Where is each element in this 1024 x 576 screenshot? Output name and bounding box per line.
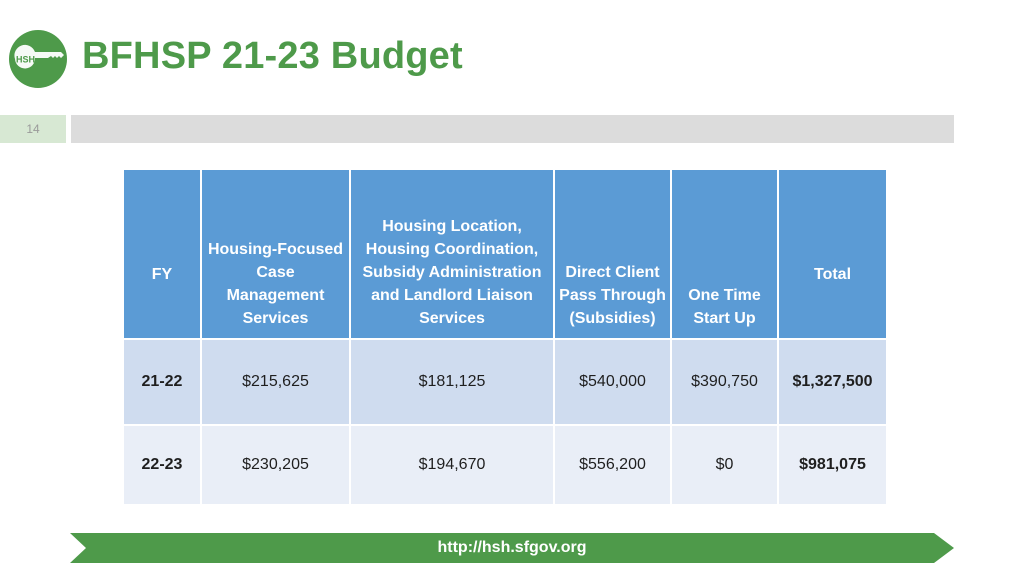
cell-direct-client: $556,200: [554, 425, 671, 505]
cell-total: $981,075: [778, 425, 887, 505]
cell-case-management: $230,205: [201, 425, 350, 505]
budget-table: [122, 168, 888, 506]
header-fy: FY: [123, 169, 201, 339]
header-total: Total: [778, 169, 887, 339]
logo-text: HSH: [15, 54, 36, 65]
cell-fy: 22-23: [123, 425, 201, 505]
cell-housing-location: $194,670: [350, 425, 554, 505]
page-number: 14: [26, 122, 40, 136]
page-title: BFHSP 21-23 Budget: [82, 35, 463, 77]
hsh-key-logo-icon: [9, 30, 67, 88]
cell-one-time: $390,750: [671, 339, 778, 425]
header-direct-client: Direct Client Pass Through (Subsidies): [554, 169, 671, 339]
header-case-management: Housing-Focused Case Management Services: [201, 169, 350, 339]
cell-one-time: $0: [671, 425, 778, 505]
cell-total: $1,327,500: [778, 339, 887, 425]
header-housing-location: Housing Location, Housing Coordination, Subsidy Administration and Landlord Liaison Services: [350, 169, 554, 339]
header-divider-bar: [71, 115, 954, 143]
table-row: [123, 425, 887, 505]
cell-housing-location: $181,125: [350, 339, 554, 425]
footer-url-link[interactable]: http://hsh.sfgov.org: [437, 539, 587, 556]
cell-direct-client: $540,000: [554, 339, 671, 425]
cell-case-management: $215,625: [201, 339, 350, 425]
table-header-row: [123, 169, 887, 339]
cell-fy: 21-22: [123, 339, 201, 425]
table-row: [123, 339, 887, 425]
header-one-time: One Time Start Up: [671, 169, 778, 339]
